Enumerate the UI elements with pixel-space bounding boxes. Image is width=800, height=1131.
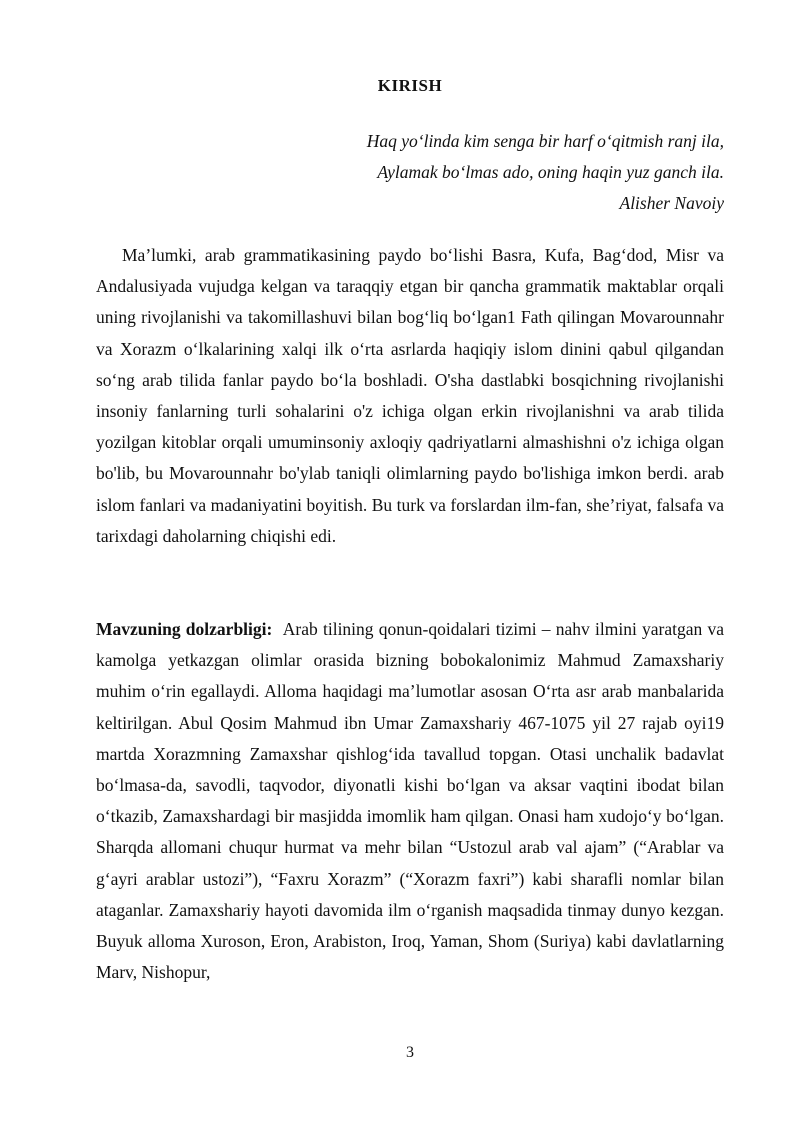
epigraph bbox=[96, 126, 724, 219]
page-title: KIRISH bbox=[377, 76, 443, 95]
epigraph-line-2: Aylamak bo‘lmas ado, oning haqin yuz ganch ila. bbox=[377, 162, 724, 182]
epigraph-line-1: Haq yo‘linda kim senga bir harf o‘qitmish ranj ila, bbox=[366, 131, 724, 151]
relevance-heading: Mavzuning dolzarbligi: bbox=[96, 619, 273, 639]
epigraph-author: Alisher Navoiy bbox=[619, 193, 724, 213]
relevance-text: Arab tilining qonun-qoidalari tizimi – nahv ilmini yaratgan va kamolga yetkazgan olimlar orasida bizning bobokalonimiz Mahmud Zamaxshariy muhim o‘rin egallaydi. Alloma haqidagi ma’lumotlar asosan O‘rta asr arab manbalarida keltirilgan. Abul Qosim Mahmud ibn Umar Zamaxshariy 467-1075 yil 27 rajab oyi19 martda Xorazmning Zamaxshar qishlog‘ida tavallud topgan. Otasi unchalik badavlat bo‘lmasa-da, savodli, taqvodor, diyonatli kishi bo‘lgan va aksar vaqtini ibodat bilan o‘tkazib, Zamaxshardagi bir masjidda imomlik ham qilgan. Onasi ham xudojo‘y bo‘lgan. Sharqda allomani chuqur hurmat va mehr bilan “Ustozul arab val ajam” (“Arablar va g‘ayri arablar ustozi”), “Faxru Xorazm” (“Xorazm faxri”) kabi sharafli nomlar bilan ataganlar. Zamaxshariy hayoti davomida ilm o‘rganish maqsadida tinmay dunyo kezgan. Buyuk alloma Xuroson, Eron, Arabiston, Iroq, Yaman, Shom (Suriya) kabi davlatlarning Marv, Nishopur, bbox=[96, 619, 725, 983]
document-page bbox=[96, 0, 724, 1131]
intro-paragraph: Ma’lumki, arab grammatikasining paydo bo‘lishi Basra, Kufa, Bag‘dod, Misr va Andalusiyada vujudga kelgan va taraqqiy etgan bir qancha grammatik maktablar orqali uning rivojlanishi va takomillashuvi bilan bog‘liq bo‘lgan1 Fath qilingan Movarounnahr va Xorazm o‘lkalarining xalqi ilk o‘rta asrlarda haqiqiy islom dinini qabul qilgandan so‘ng arab tilida fanlar paydo bo‘la boshladi. O'sha dastlabki bosqichning rivojlanishi insoniy fanlarning turli sohalarini o'z ichiga olgan erkin rivojlanishni va arab tilida yozilgan kitoblar orqali umuminsoniy axloqiy qadriyatlarni almashishni o'z ichiga olgan bo'lib, bu Movarounnahr bo'ylab taniqli olimlarning paydo bo'lishiga imkon berdi. arab islom fanlari va madaniyatini boyitish. Bu turk va forslardan ilm-fan, she’riyat, falsafa va tarixdagi daholarning chiqishi edi. bbox=[96, 245, 724, 546]
relevance-paragraph bbox=[96, 614, 724, 988]
page-number: 3 bbox=[406, 1044, 414, 1061]
